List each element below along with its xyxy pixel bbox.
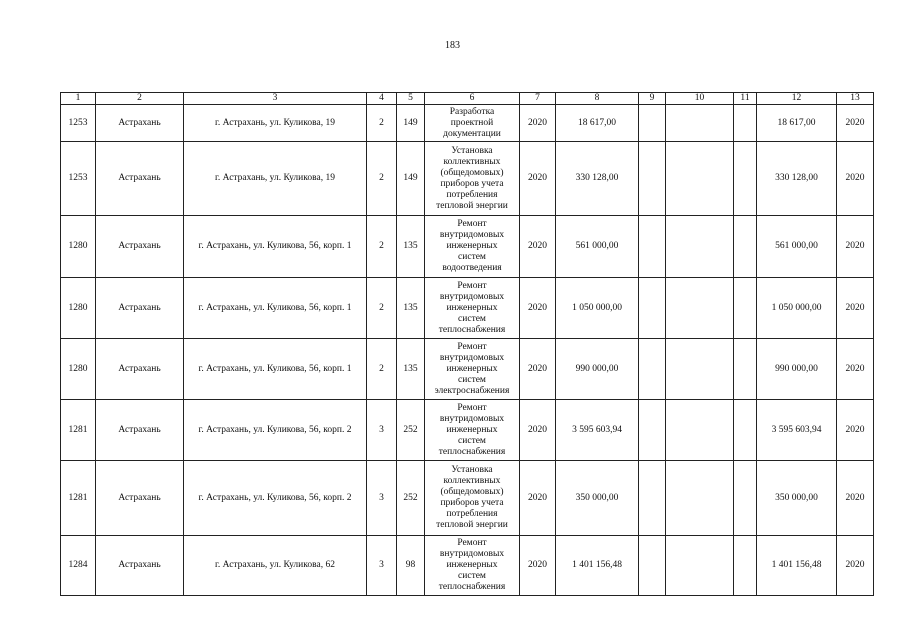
apartments-cell: 135 (397, 278, 425, 339)
table-row (61, 278, 874, 339)
address-cell: г. Астрахань, ул. Куликова, 19 (184, 142, 367, 216)
address-cell: г. Астрахань, ул. Куликова, 56, корп. 1 (184, 339, 367, 400)
end-year-cell: 2020 (837, 339, 874, 400)
table-row (61, 142, 874, 216)
apartments-cell: 135 (397, 216, 425, 278)
work-type-line: инженерных (446, 302, 498, 313)
apartments-cell: 149 (397, 105, 425, 142)
column-header: 1 (61, 93, 96, 105)
empty-cell (666, 461, 734, 536)
work-type-line: приборов учета (440, 178, 504, 189)
empty-cell (734, 142, 757, 216)
work-type-line: (общедомовых) (440, 487, 504, 497)
total-cost-cell: 990 000,00 (757, 339, 837, 400)
end-year-cell: 2020 (837, 142, 874, 216)
work-type-line: коллективных (443, 476, 501, 486)
empty-cell (666, 339, 734, 400)
column-number-row (61, 93, 874, 105)
empty-cell (639, 339, 666, 400)
cost-cell: 330 128,00 (556, 142, 639, 216)
total-cost-cell: 330 128,00 (757, 142, 837, 216)
table-row (61, 461, 874, 536)
work-type-line: внутридомовых (439, 413, 505, 424)
work-type-line: потребления (446, 509, 498, 519)
work-type-line: Ремонт (457, 538, 487, 548)
empty-cell (639, 278, 666, 339)
apartments-cell: 98 (397, 536, 425, 596)
row-id-cell: 1281 (61, 400, 96, 461)
floors-cell: 3 (367, 461, 397, 536)
work-type-cell (425, 278, 520, 339)
work-type-line: инженерных (446, 560, 498, 570)
apartments-cell: 252 (397, 400, 425, 461)
end-year-cell: 2020 (837, 105, 874, 142)
city-cell: Астрахань (96, 339, 184, 400)
year-cell: 2020 (520, 400, 556, 461)
work-type-line: потребления (446, 189, 498, 200)
floors-cell: 2 (367, 105, 397, 142)
cost-cell: 350 000,00 (556, 461, 639, 536)
year-cell: 2020 (520, 142, 556, 216)
column-header: 13 (837, 93, 874, 105)
work-type-line: внутридомовых (439, 291, 505, 302)
cost-cell: 3 595 603,94 (556, 400, 639, 461)
apartments-cell: 252 (397, 461, 425, 536)
work-type-line: теплоснабжения (438, 582, 506, 592)
end-year-cell: 2020 (837, 278, 874, 339)
total-cost-cell: 350 000,00 (757, 461, 837, 536)
row-id-cell: 1253 (61, 105, 96, 142)
work-type-line: приборов учета (440, 498, 504, 508)
work-type-line: внутридомовых (439, 549, 505, 559)
row-id-cell: 1281 (61, 461, 96, 536)
table-row (61, 339, 874, 400)
cost-cell: 1 050 000,00 (556, 278, 639, 339)
work-type-line: (общедомовых) (440, 167, 504, 178)
column-header: 9 (639, 93, 666, 105)
row-id-cell: 1280 (61, 339, 96, 400)
work-type-cell (425, 216, 520, 278)
empty-cell (666, 216, 734, 278)
column-header: 2 (96, 93, 184, 105)
capital-repair-table (60, 92, 874, 596)
total-cost-cell: 1 050 000,00 (757, 278, 837, 339)
work-type-line: Установка (451, 465, 493, 475)
work-type-line: систем (458, 313, 486, 324)
work-type-line: электроснабжения (434, 385, 510, 396)
floors-cell: 2 (367, 142, 397, 216)
apartments-cell: 149 (397, 142, 425, 216)
empty-cell (666, 536, 734, 596)
work-type-cell (425, 105, 520, 142)
year-cell: 2020 (520, 105, 556, 142)
row-id-cell: 1280 (61, 278, 96, 339)
work-type-line: Ремонт (457, 219, 487, 229)
row-id-cell: 1253 (61, 142, 96, 216)
end-year-cell: 2020 (837, 461, 874, 536)
cost-cell: 1 401 156,48 (556, 536, 639, 596)
empty-cell (666, 105, 734, 142)
work-type-cell (425, 536, 520, 596)
column-header: 3 (184, 93, 367, 105)
work-type-line: коллективных (443, 156, 501, 167)
city-cell: Астрахань (96, 400, 184, 461)
row-id-cell: 1280 (61, 216, 96, 278)
empty-cell (639, 105, 666, 142)
page-number: 183 (445, 40, 460, 51)
empty-cell (666, 142, 734, 216)
column-header: 10 (666, 93, 734, 105)
city-cell: Астрахань (96, 105, 184, 142)
total-cost-cell: 18 617,00 (757, 105, 837, 142)
address-cell: г. Астрахань, ул. Куликова, 56, корп. 2 (184, 461, 367, 536)
work-type-line: инженерных (446, 424, 498, 435)
work-type-line: внутридомовых (439, 352, 505, 363)
cost-cell: 18 617,00 (556, 105, 639, 142)
row-id-cell: 1284 (61, 536, 96, 596)
work-type-line: систем (458, 252, 486, 262)
work-type-line: внутридомовых (439, 230, 505, 240)
work-type-line: Ремонт (457, 402, 487, 413)
work-type-line: тепловой энергии (436, 200, 508, 211)
work-type-cell (425, 400, 520, 461)
column-header: 5 (397, 93, 425, 105)
empty-cell (639, 461, 666, 536)
work-type-line: систем (458, 435, 486, 446)
table-row (61, 105, 874, 142)
floors-cell: 3 (367, 400, 397, 461)
work-type-cell (425, 339, 520, 400)
year-cell: 2020 (520, 339, 556, 400)
total-cost-cell: 1 401 156,48 (757, 536, 837, 596)
year-cell: 2020 (520, 536, 556, 596)
city-cell: Астрахань (96, 461, 184, 536)
work-type-line: документации (443, 128, 501, 139)
column-header: 7 (520, 93, 556, 105)
table-row (61, 536, 874, 596)
address-cell: г. Астрахань, ул. Куликова, 56, корп. 1 (184, 216, 367, 278)
address-cell: г. Астрахань, ул. Куликова, 56, корп. 1 (184, 278, 367, 339)
end-year-cell: 2020 (837, 536, 874, 596)
work-type-line: водоотведения (442, 263, 502, 273)
work-type-line: систем (458, 374, 486, 385)
address-cell: г. Астрахань, ул. Куликова, 19 (184, 105, 367, 142)
work-type-line: теплоснабжения (438, 446, 506, 457)
work-type-line: Ремонт (457, 280, 487, 291)
work-type-line: теплоснабжения (438, 324, 506, 335)
city-cell: Астрахань (96, 216, 184, 278)
end-year-cell: 2020 (837, 216, 874, 278)
empty-cell (639, 400, 666, 461)
floors-cell: 3 (367, 536, 397, 596)
work-type-line: инженерных (446, 241, 498, 251)
city-cell: Астрахань (96, 278, 184, 339)
year-cell: 2020 (520, 278, 556, 339)
year-cell: 2020 (520, 461, 556, 536)
total-cost-cell: 561 000,00 (757, 216, 837, 278)
work-type-line: Разработка (449, 106, 495, 117)
empty-cell (734, 278, 757, 339)
empty-cell (734, 216, 757, 278)
work-type-line: проектной (450, 117, 494, 128)
work-type-line: систем (458, 571, 486, 581)
column-header: 8 (556, 93, 639, 105)
empty-cell (734, 339, 757, 400)
empty-cell (666, 278, 734, 339)
floors-cell: 2 (367, 339, 397, 400)
empty-cell (639, 216, 666, 278)
address-cell: г. Астрахань, ул. Куликова, 62 (184, 536, 367, 596)
empty-cell (734, 105, 757, 142)
work-type-cell (425, 461, 520, 536)
apartments-cell: 135 (397, 339, 425, 400)
city-cell: Астрахань (96, 536, 184, 596)
column-header: 4 (367, 93, 397, 105)
table-row (61, 216, 874, 278)
work-type-line: инженерных (446, 363, 498, 374)
work-type-cell (425, 142, 520, 216)
empty-cell (734, 400, 757, 461)
work-type-line: тепловой энергии (436, 520, 508, 530)
work-type-line: Установка (451, 145, 493, 156)
address-cell: г. Астрахань, ул. Куликова, 56, корп. 2 (184, 400, 367, 461)
end-year-cell: 2020 (837, 400, 874, 461)
work-type-line: Ремонт (457, 341, 487, 352)
table-row (61, 400, 874, 461)
column-header: 6 (425, 93, 520, 105)
total-cost-cell: 3 595 603,94 (757, 400, 837, 461)
cost-cell: 990 000,00 (556, 339, 639, 400)
column-header: 11 (734, 93, 757, 105)
empty-cell (639, 536, 666, 596)
empty-cell (734, 536, 757, 596)
empty-cell (734, 461, 757, 536)
floors-cell: 2 (367, 216, 397, 278)
year-cell: 2020 (520, 216, 556, 278)
column-header: 12 (757, 93, 837, 105)
city-cell: Астрахань (96, 142, 184, 216)
empty-cell (666, 400, 734, 461)
empty-cell (639, 142, 666, 216)
floors-cell: 2 (367, 278, 397, 339)
cost-cell: 561 000,00 (556, 216, 639, 278)
